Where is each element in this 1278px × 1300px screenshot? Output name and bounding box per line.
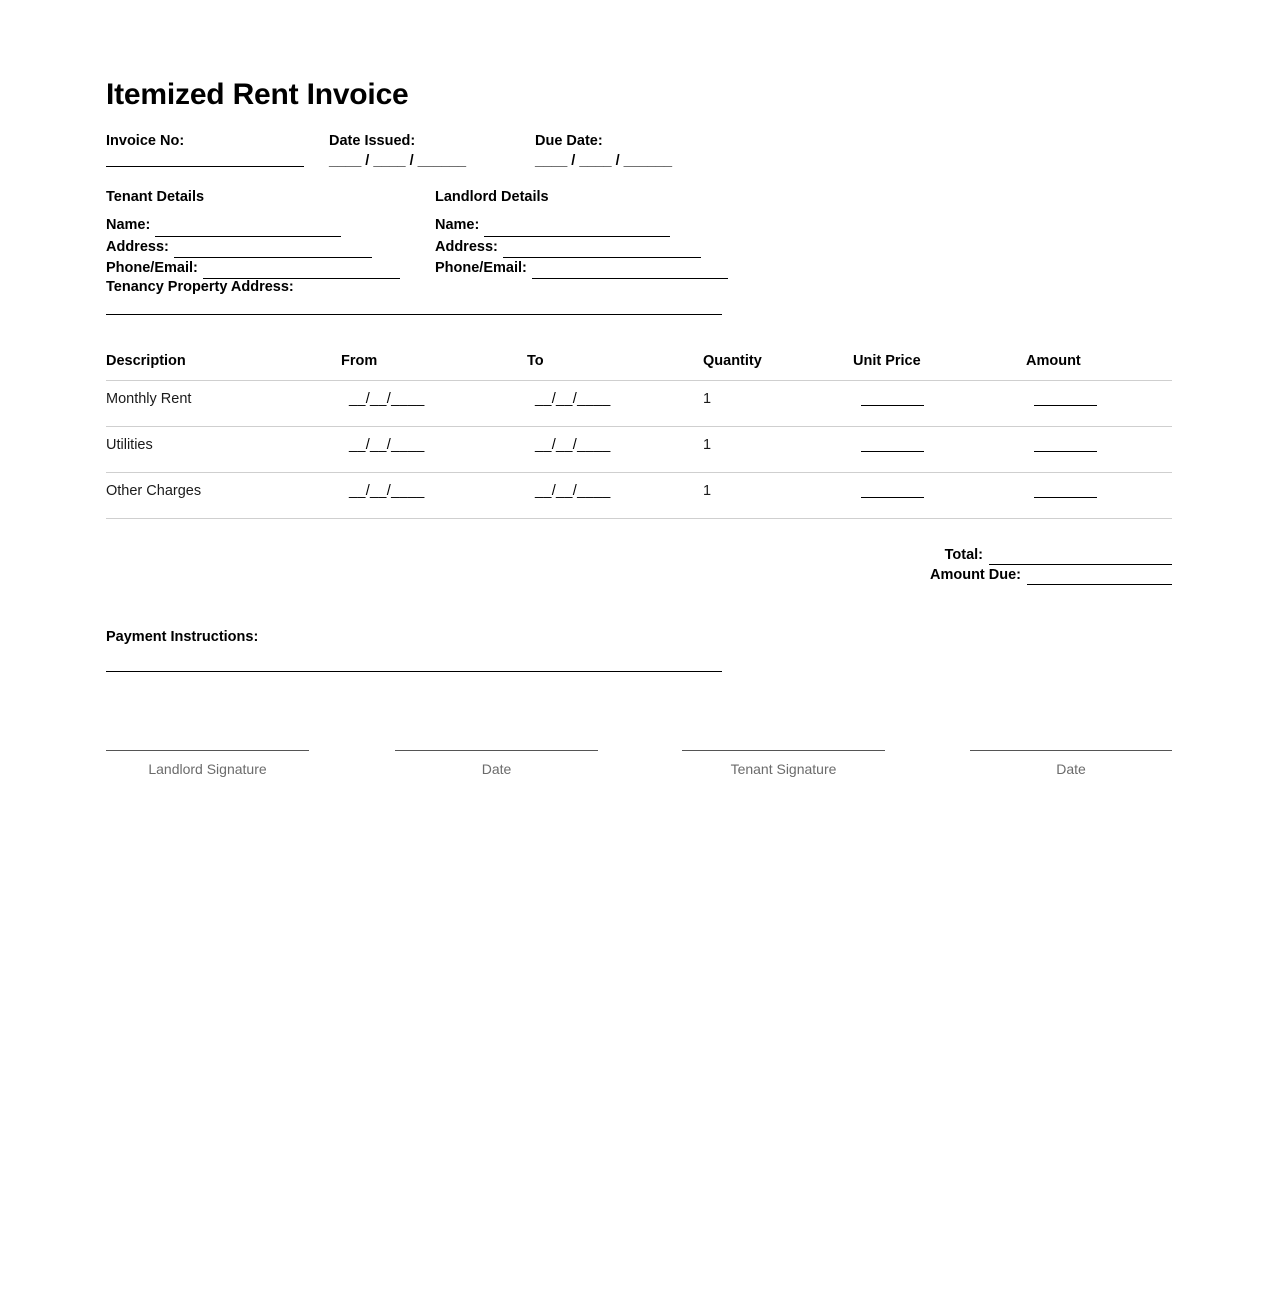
column-header-amount: Amount (1026, 353, 1172, 381)
date-issued-label: Date Issued: (329, 133, 416, 149)
table-row (106, 381, 1172, 427)
tenant-signature-label: Tenant Signature (730, 760, 837, 777)
tenant-name-field[interactable] (106, 215, 400, 236)
amount-due-label: Amount Due: (929, 567, 1021, 584)
table-row (106, 427, 1172, 473)
column-header-from: From (341, 353, 527, 381)
column-header-unit-price: Unit Price (853, 353, 1026, 381)
table-row (106, 473, 1172, 519)
landlord-date-rule (395, 750, 598, 751)
unit-price-rule (861, 483, 924, 498)
cell-from[interactable] (341, 427, 527, 473)
amount-due-rule (1027, 571, 1172, 585)
cell-unit-price[interactable] (853, 381, 1026, 427)
totals-section (106, 547, 1172, 593)
tenant-address-field[interactable] (106, 237, 400, 258)
cell-amount[interactable] (1026, 381, 1172, 427)
parties-section (106, 189, 1172, 277)
cell-amount[interactable] (1026, 473, 1172, 519)
landlord-signature-date-block[interactable] (395, 750, 598, 778)
date-issued-placeholder: ____ / ____ / ______ (329, 153, 467, 170)
cell-description: Other Charges (106, 473, 341, 519)
unit-price-rule (861, 437, 924, 452)
tenant-address-rule (174, 244, 372, 258)
landlord-details-block (435, 189, 728, 279)
unit-price-rule (861, 391, 924, 406)
from-date-placeholder: __/__/____ (349, 391, 425, 408)
landlord-signature-block[interactable] (106, 750, 309, 778)
tenant-name-label: Name: (106, 217, 151, 234)
landlord-details-heading: Landlord Details (435, 189, 549, 205)
invoice-meta-row (106, 133, 1172, 179)
cell-quantity: 1 (703, 473, 853, 519)
tenant-details-heading: Tenant Details (106, 189, 205, 205)
column-header-to: To (527, 353, 703, 381)
cell-unit-price[interactable] (853, 473, 1026, 519)
landlord-signature-label: Landlord Signature (148, 760, 267, 777)
from-date-placeholder: __/__/____ (349, 437, 425, 454)
line-items-table (106, 353, 1172, 519)
landlord-address-field[interactable] (435, 237, 728, 258)
total-rule (989, 551, 1172, 565)
tenancy-property-address-rule (106, 314, 722, 315)
column-header-quantity: Quantity (703, 353, 853, 381)
payment-instructions-label: Payment Instructions: (106, 629, 259, 646)
page-title: Itemized Rent Invoice (106, 78, 409, 111)
amount-rule (1034, 391, 1097, 406)
cell-to[interactable] (527, 473, 703, 519)
total-label: Total: (944, 547, 983, 564)
tenancy-property-address-field[interactable] (106, 279, 1172, 315)
signature-section (106, 750, 1172, 810)
table-header-row (106, 353, 1172, 381)
to-date-placeholder: __/__/____ (535, 437, 611, 454)
cell-from[interactable] (341, 381, 527, 427)
column-header-description: Description (106, 353, 341, 381)
tenant-signature-date-block[interactable] (970, 750, 1172, 778)
invoice-number-field[interactable] (106, 133, 304, 167)
due-date-placeholder: ____ / ____ / ______ (535, 153, 673, 170)
landlord-address-label: Address: (435, 238, 498, 255)
amount-rule (1034, 437, 1097, 452)
amount-rule (1034, 483, 1097, 498)
landlord-phone-email-field[interactable] (435, 258, 728, 279)
invoice-number-rule (106, 166, 304, 167)
tenant-signature-block[interactable] (682, 750, 885, 778)
cell-amount[interactable] (1026, 427, 1172, 473)
landlord-date-label: Date (481, 760, 512, 777)
to-date-placeholder: __/__/____ (535, 391, 611, 408)
invoice-number-label: Invoice No: (106, 133, 185, 149)
tenant-address-label: Address: (106, 238, 169, 255)
cell-from[interactable] (341, 473, 527, 519)
landlord-address-rule (503, 244, 701, 258)
tenant-date-label: Date (1056, 760, 1086, 777)
landlord-name-field[interactable] (435, 215, 728, 236)
date-issued-field[interactable] (329, 133, 466, 171)
tenancy-property-address-label: Tenancy Property Address: (106, 279, 294, 295)
due-date-field[interactable] (535, 133, 672, 171)
to-date-placeholder: __/__/____ (535, 483, 611, 500)
cell-to[interactable] (527, 427, 703, 473)
tenant-phone-email-rule (203, 265, 400, 279)
invoice-document (106, 78, 1172, 810)
tenant-signature-rule (682, 750, 885, 751)
landlord-name-label: Name: (435, 217, 480, 234)
tenant-details-block (106, 189, 400, 279)
total-field[interactable] (945, 547, 1172, 564)
due-date-label: Due Date: (535, 133, 603, 149)
payment-instructions-field[interactable] (106, 629, 1172, 671)
tenant-date-rule (970, 750, 1172, 751)
cell-quantity: 1 (703, 381, 853, 427)
cell-to[interactable] (527, 381, 703, 427)
payment-instructions-rule (106, 671, 722, 672)
tenant-name-rule (155, 223, 341, 237)
from-date-placeholder: __/__/____ (349, 483, 425, 500)
landlord-name-rule (484, 223, 670, 237)
cell-unit-price[interactable] (853, 427, 1026, 473)
cell-quantity: 1 (703, 427, 853, 473)
cell-description: Utilities (106, 427, 341, 473)
tenant-phone-email-label: Phone/Email: (106, 260, 198, 277)
amount-due-field[interactable] (930, 567, 1172, 584)
landlord-signature-rule (106, 750, 309, 751)
tenant-phone-email-field[interactable] (106, 258, 400, 279)
cell-description: Monthly Rent (106, 381, 341, 427)
landlord-phone-email-rule (532, 265, 728, 279)
landlord-phone-email-label: Phone/Email: (435, 260, 527, 277)
